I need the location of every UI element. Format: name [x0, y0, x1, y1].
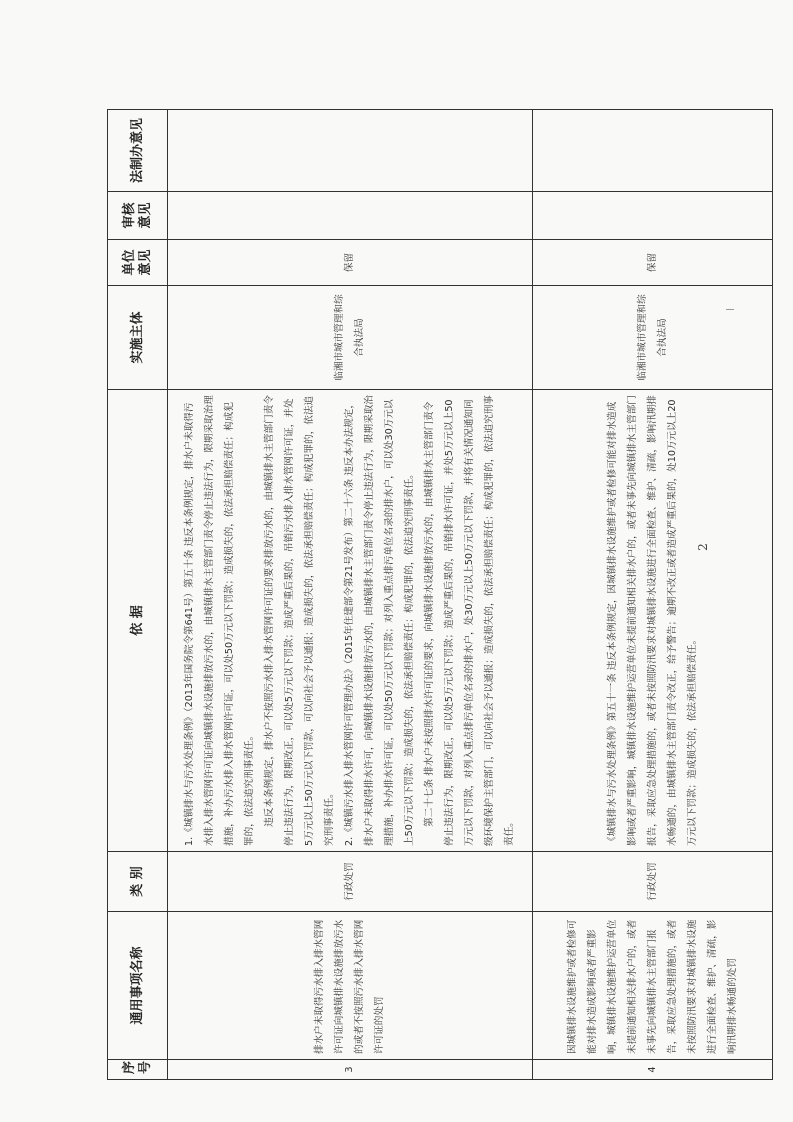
header-basis: 依 据 — [108, 390, 168, 852]
row-seq: 3 — [168, 1060, 533, 1080]
page-number: 2 — [695, 543, 710, 551]
row-seq: 4 — [533, 1060, 773, 1080]
row-unit-opinion: 保留 — [168, 240, 533, 286]
row-unit-opinion: 保留 — [533, 240, 773, 286]
table-header-row — [108, 110, 168, 1080]
basis-paragraph: 2.《城镇污水排入排水管网许可管理办法》（2015年住建部令第21号发布）第二十六条 违反本办法规定，排水户未取得排水许可，向城镇排水设施排放污水的，由城镇排水主管部门责令停止违法行为，限期采取治理措施，补办排水许可证，可以处50万元以下罚款；对列入重点排污单位名录的排水户，可以处30万元以上50万元以下罚款；造成损失的，依法承担赔偿责任；构成犯罪的，依法追究刑事责任。 — [344, 395, 415, 846]
header-impl: 实施主体 — [108, 286, 168, 390]
row-name: 排水户未取得污水排入排水管网许可证向城镇排水设施排放污水的或者不按照污水排入排水管网许可证的处罚 — [168, 912, 533, 1060]
header-review-opinion: 审核意见 — [108, 192, 168, 240]
row-legal-opinion — [533, 110, 773, 192]
basis-paragraph: 1.《城镇排水与污水处理条例》（2013年国务院令第641号）第五十条 违反本条例规定，排水户未取得污水排入排水管网许可证向城镇排水设施排放污水的，由城镇排水主管部门责令停止违法行为，限期采取治理措施，补办污水排入排水管网许可证，可以处50万元以下罚款；造成损失的，依法承担赔偿责任；构成犯罪的，依法追究刑事责任。 — [184, 395, 255, 846]
scan-mark — [726, 309, 734, 310]
row-impl: 临湘市城市管理和综合执法局 — [533, 286, 773, 390]
row-type: 行政处罚 — [168, 852, 533, 912]
basis-paragraph: 《城镇排水与污水处理条例》第五十一条 违反本条例规定，因城镇排水设施维护或者检修可能对排水造成影响或者严重影响，城镇排水设施维护运营单位未提前通知相关排水户的，或者未事先向城镇排水主管部门报告，采取应急处理措施的，或者未按照防汛要求对城镇排水设施进行全面检查、维护、清疏，影响汛期排水畅通的，由城镇排水主管部门责令改正，给予警告；逾期不改正或者造成严重后果的，处10万元以上20万元以下罚款；造成损失的，依法承担赔偿责任。 — [606, 395, 698, 846]
header-seq: 序号 — [108, 1060, 168, 1080]
table-row — [168, 110, 533, 1080]
table-row — [533, 110, 773, 1080]
row-review-opinion — [533, 192, 773, 240]
basis-paragraph: 第二十七条 排水户未按照排水许可证的要求，向城镇排水设施排放污水的，由城镇排水主管部门责令停止违法行为，限期改正，可以处5万元以下罚款；造成严重后果的，吊销排水许可证，并处5万元以上50万元以下罚款，对列入重点排污单位名录的排水户，处30万元以上50万元以下罚款，并将有关情况通知同级环境保护主管部门，可以向社会予以通报；造成损失的，依法承担赔偿责任；构成犯罪的，依法追究刑事责任。 — [424, 395, 515, 846]
header-legal-opinion: 法制办意见 — [108, 110, 168, 192]
rotated-table-container — [107, 110, 773, 1080]
header-unit-opinion: 单位意见 — [108, 240, 168, 286]
header-type: 类 别 — [108, 852, 168, 912]
header-name: 通用事项名称 — [108, 912, 168, 1060]
row-review-opinion — [168, 192, 533, 240]
row-basis — [533, 390, 773, 852]
row-name: 因城镇排水设施维护或者检修可能对排水造成影响或者严重影响，城镇排水设施维护运营单位未提前通知相关排水户的，或者未事先向城镇排水主管部门报告，采取应急处理措施的，或者未按照防汛要求对城镇排水设施进行全面检查、维护、清疏，影响汛期排水畅通的处罚 — [533, 912, 773, 1060]
basis-paragraph: 违反本条例规定，排水户不按照污水排入排水管网许可证的要求排放污水的，由城镇排水主管部门责令停止违法行为，限期改正，可以处5万元以下罚款；造成严重后果的，吊销污水排入排水管网许可证，并处5万元以上50万元以下罚款，可以向社会予以通报；造成损失的，依法承担赔偿责任；构成犯罪的，依法追究刑事责任。 — [264, 395, 335, 846]
row-impl: 临湘市城市管理和综合执法局 — [168, 286, 533, 390]
row-basis — [168, 390, 533, 852]
row-type: 行政处罚 — [533, 852, 773, 912]
row-legal-opinion — [168, 110, 533, 192]
matters-table — [107, 109, 773, 1080]
